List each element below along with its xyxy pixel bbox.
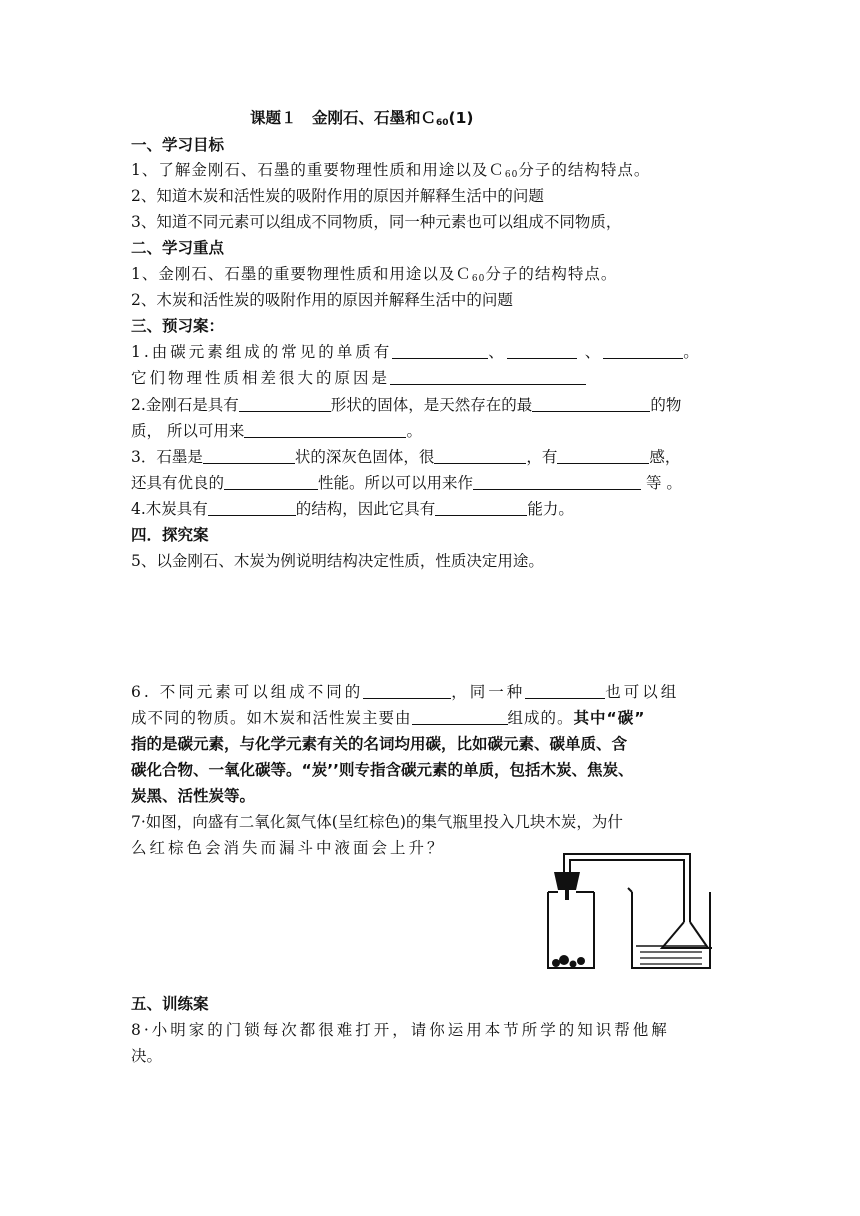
question-6-line-2: 成不同的物质。如木炭和活性炭主要由 组成的。其中“碳” <box>131 709 646 727</box>
question-8-line-1: 8·小明家的门锁每次都很难打开，请你运用本节所学的知识帮他解 <box>131 1021 670 1039</box>
answer-blank[interactable] <box>244 422 406 438</box>
key-point-1: 1、金刚石、石墨的重要物理性质和用途以及Ｃ$_{60}$分子的结构特点。 <box>131 265 618 284</box>
question-6-line-1: 6. 不同元素可以组成不同的 ，同一种 也可以组 <box>131 683 680 701</box>
answer-blank[interactable] <box>363 683 451 699</box>
objective-3: 3、知道不同元素可以组成不同物质，同一种元素也可以组成不同物质， <box>131 213 622 231</box>
question-2-line-2: 质， 所以可用来 。 <box>131 422 422 440</box>
section-5-heading: 五、训练案 <box>131 995 209 1013</box>
answer-blank[interactable] <box>390 369 586 385</box>
experiment-diagram <box>540 848 712 972</box>
question-7-line-2: 么红棕色会消失而漏斗中液面会上升？ <box>131 839 446 857</box>
question-6-note-line-1: 指的是碳元素，与化学元素有关的名词均用碳，比如碳元素、碳单质、含 <box>131 735 628 753</box>
answer-blank[interactable] <box>557 448 649 464</box>
answer-blank[interactable] <box>208 500 296 516</box>
answer-blank[interactable] <box>392 343 488 359</box>
question-4: 4.木炭具有 的结构，因此它具有 能力。 <box>131 500 574 518</box>
question-3-line-1: 3．石墨是 状的深灰色固体，很 ，有 感， <box>131 448 681 466</box>
objective-1: 1、了解金刚石、石墨的重要物理性质和用途以及Ｃ$_{60}$分子的结构特点。 <box>131 161 651 180</box>
question-5: 5、以金刚石、木炭为例说明结构决定性质，性质决定用途。 <box>131 552 544 570</box>
question-6-note-line-3: 炭黑、活性炭等。 <box>131 787 256 805</box>
lesson-title: 课题１ 金刚石、石墨和Ｃ$_{60}$(1) <box>250 109 474 128</box>
answer-blank[interactable] <box>203 448 295 464</box>
question-8-line-2: 决。 <box>131 1047 163 1065</box>
answer-blank[interactable] <box>239 396 331 412</box>
question-1-line-2: 它们物理性质相差很大的原因是 <box>131 367 731 389</box>
section-4-heading: 四．探究案 <box>131 526 209 544</box>
answer-blank[interactable] <box>532 396 650 412</box>
question-2-line-1: 2.金刚石是具有 形状的固体，是天然存在的最 的物 <box>131 396 682 414</box>
answer-blank[interactable] <box>603 343 683 359</box>
question-3-line-2: 还具有优良的 性能。所以可以用来作 等 。 <box>131 474 682 492</box>
answer-blank[interactable] <box>224 474 318 490</box>
section-2-heading: 二、学习重点 <box>131 239 225 257</box>
section-3-heading: 三、预习案： <box>131 317 225 335</box>
answer-blank[interactable] <box>507 343 577 359</box>
answer-blank[interactable] <box>473 474 641 490</box>
question-1-line-1: 1.由碳元素组成的常见的单质有 、 、 。 <box>131 343 702 361</box>
objective-2: 2、知道木炭和活性炭的吸附作用的原因并解释生活中的问题 <box>131 187 544 205</box>
answer-blank[interactable] <box>412 709 508 725</box>
question-7-line-1: 7·如图，向盛有二氧化氮气体(呈红棕色)的集气瓶里投入几块木炭，为什 <box>131 813 623 831</box>
key-point-2: 2、木炭和活性炭的吸附作用的原因并解释生活中的问题 <box>131 291 513 309</box>
answer-blank[interactable] <box>525 683 605 699</box>
answer-blank[interactable] <box>434 448 526 464</box>
section-1-heading: 一、学习目标 <box>131 136 225 154</box>
answer-blank[interactable] <box>435 500 527 516</box>
question-6-note-line-2: 碳化合物、一氧化碳等。“炭’’则专指含碳元素的单质，包括木炭、焦炭、 <box>131 761 634 779</box>
